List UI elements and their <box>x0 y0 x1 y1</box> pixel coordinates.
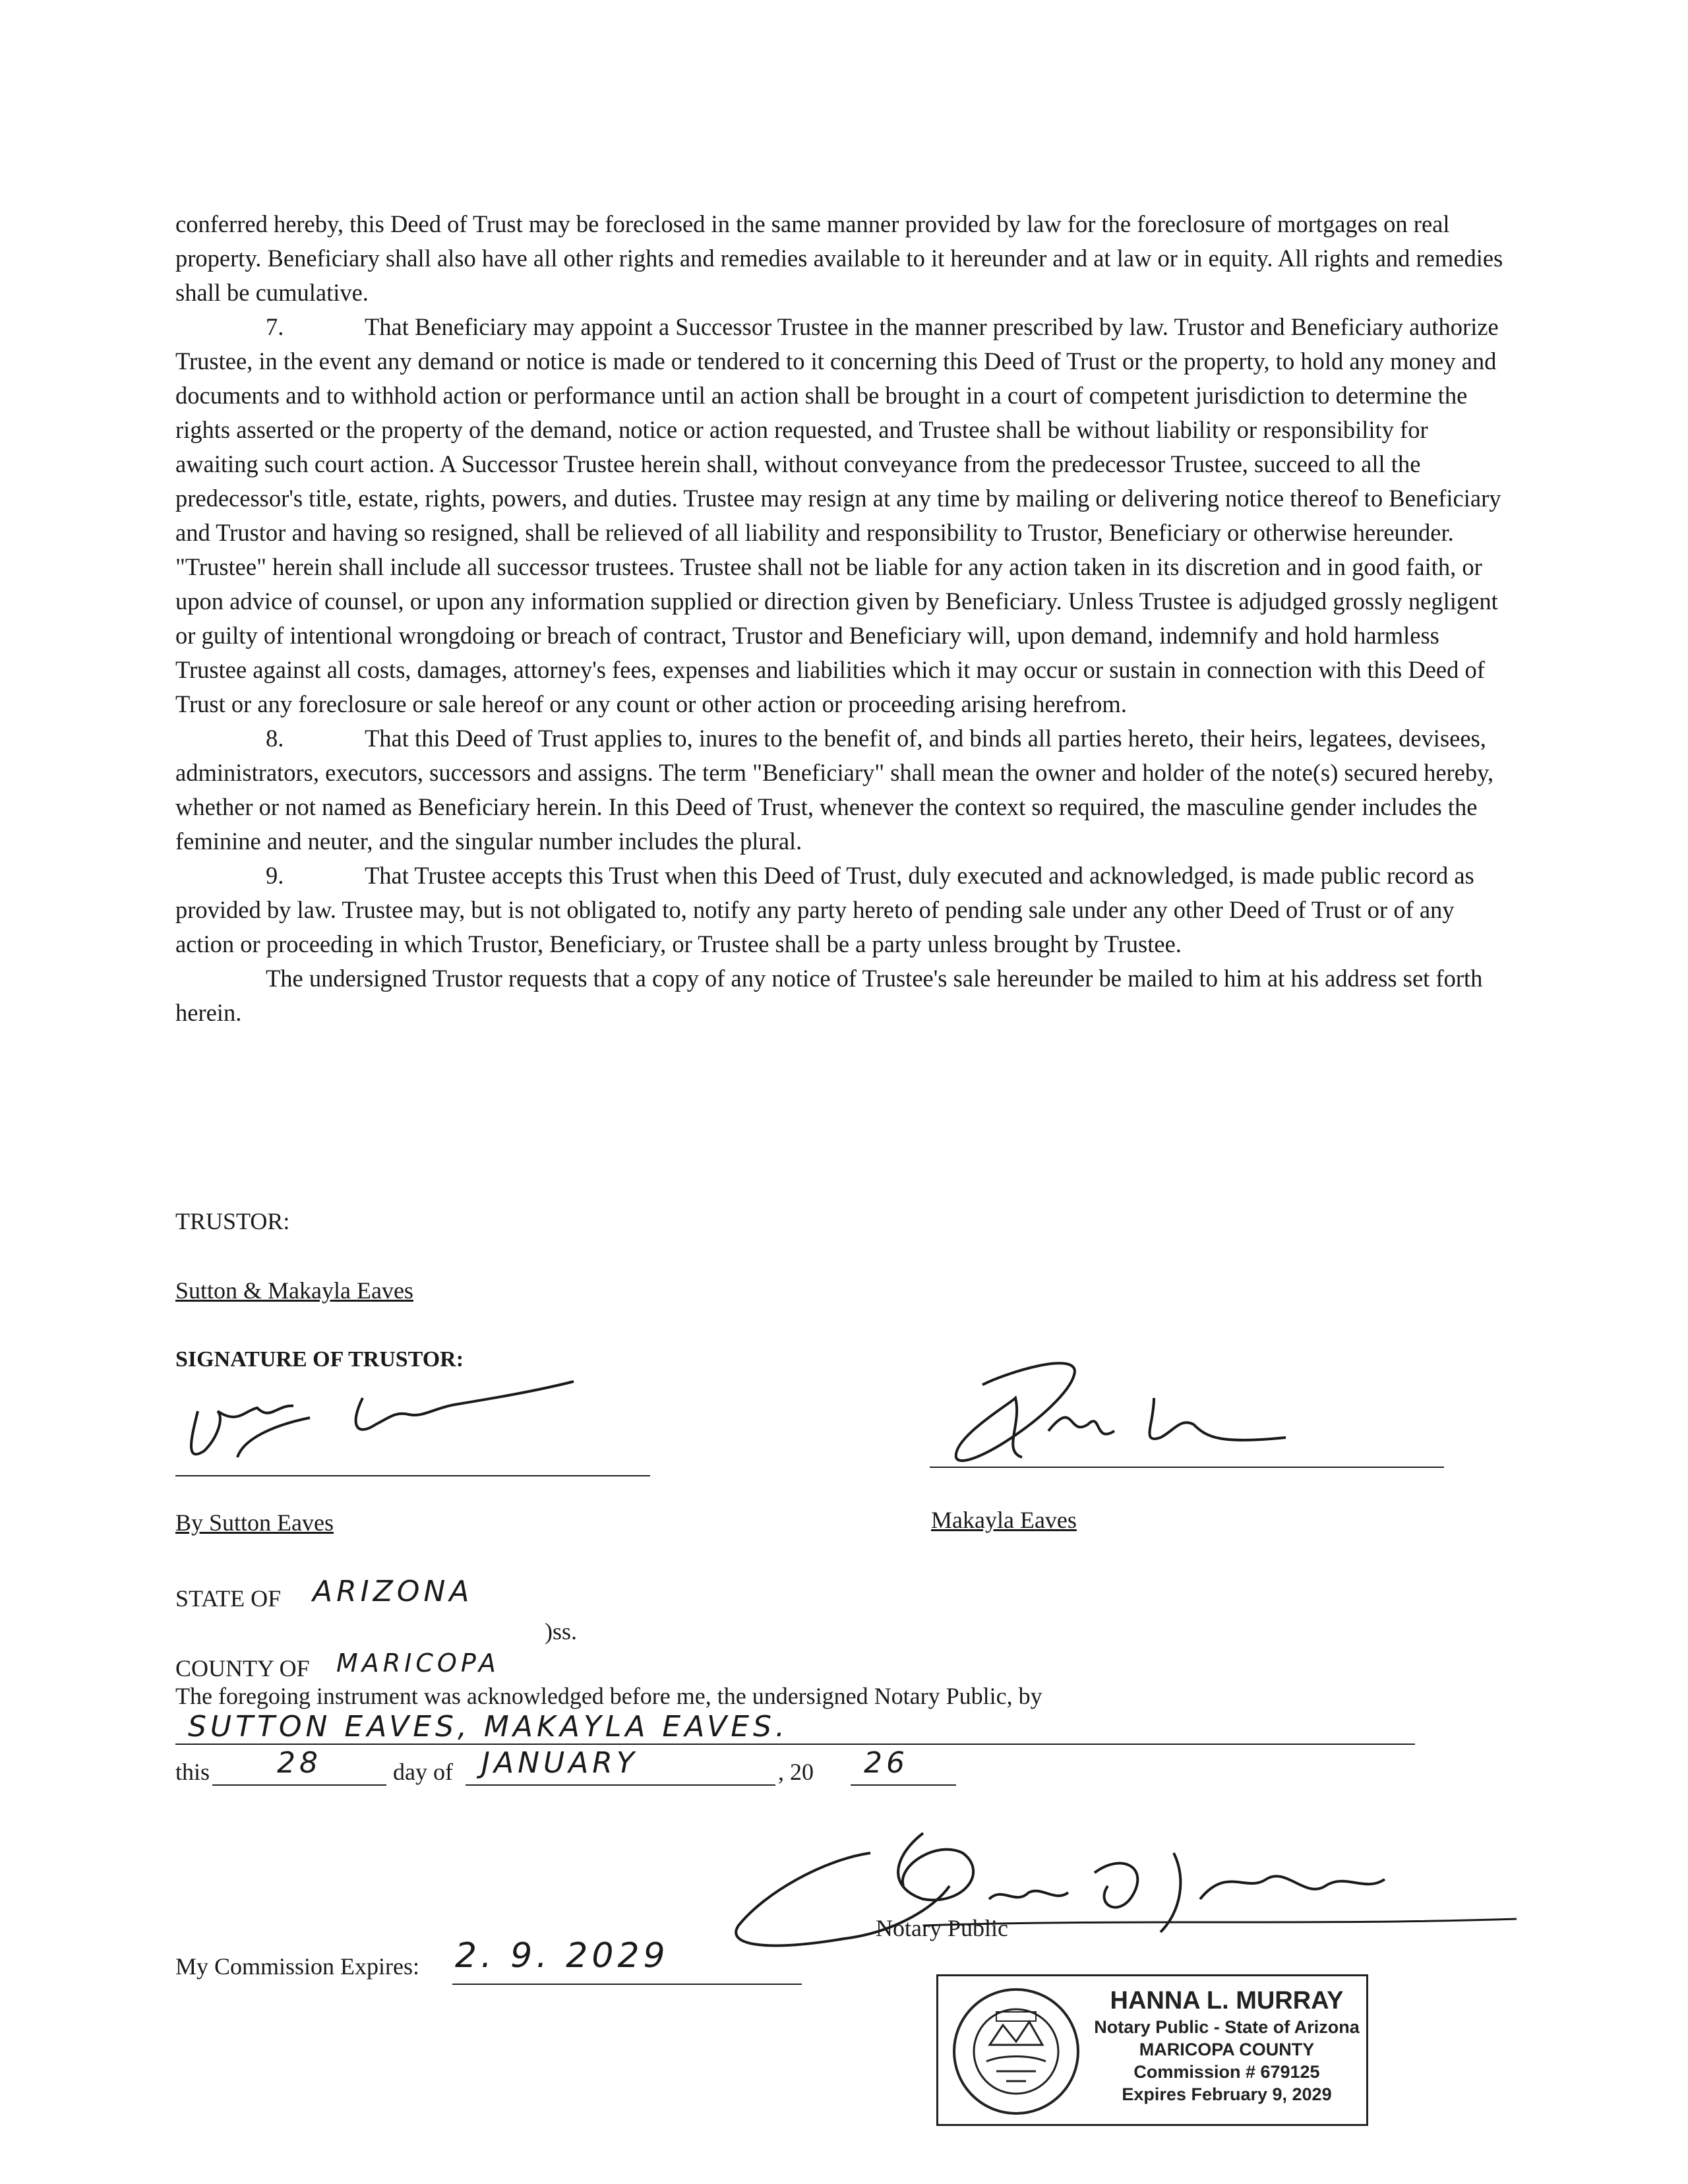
year-value: 26 <box>864 1746 909 1780</box>
signature-sutton <box>178 1372 587 1477</box>
notary-stamp <box>936 1974 1368 2126</box>
this-label: this <box>175 1759 210 1785</box>
trustor-label: TRUSTOR: <box>175 1208 290 1234</box>
ss-label: )ss. <box>545 1618 578 1645</box>
year-line <box>851 1784 956 1786</box>
deed-body <box>175 207 1514 1030</box>
signature-heading: SIGNATURE OF TRUSTOR: <box>175 1347 464 1372</box>
state-label: STATE OF <box>175 1585 282 1612</box>
stamp-expires: Expires February 9, 2029 <box>1122 2084 1332 2104</box>
paragraph-9: 9. That Trustee accepts this Trust when this Deed of Trust, duly executed and acknowledged, is made public record as provided by law. Trustee may, but is not obligated to, notify any party hereto of pending sale under any other Deed of Trust or of any action or proceeding in which Trustor, Beneficiary, or Trustee shall be a party unless brought by Trustee. <box>175 862 1474 957</box>
signature-line-sutton <box>175 1475 650 1476</box>
signature-line-makayla <box>930 1467 1444 1468</box>
commission-label: My Commission Expires: <box>175 1953 420 1980</box>
state-seal-icon <box>950 1986 1082 2117</box>
paragraph-continuation: conferred hereby, this Deed of Trust may be foreclosed in the same manner provided by law for the foreclosure of mortgages on real property. Beneficiary shall also have all other rights and remedies available to it hereunder and at law or in equity. All rights and remedies shall be cumulative. <box>175 210 1503 306</box>
paragraph-8: 8. That this Deed of Trust applies to, inures to the benefit of, and binds all parties hereto, their heirs, legatees, devisees, administrators, executors, successors and assigns. The term "Beneficiary" shall mean the owner and holder of the note(s) secured hereby, whether or not named as Beneficiary herein. In this Deed of Trust, whenever the context so required, the masculine gender includes the feminine and neuter, and the singular number includes the plural. <box>175 725 1494 855</box>
notary-signature <box>725 1827 1530 1958</box>
state-value: ARIZONA <box>313 1575 473 1608</box>
day-of-label: day of <box>393 1759 453 1785</box>
signer-sutton: By Sutton Eaves <box>175 1509 334 1536</box>
month-line <box>466 1784 775 1786</box>
county-value: MARICOPA <box>336 1649 500 1678</box>
signature-makayla <box>943 1345 1312 1484</box>
trustor-names: Sutton & Makayla Eaves <box>175 1277 413 1304</box>
commission-value: 2. 9. 2029 <box>455 1936 669 1976</box>
stamp-name: HANNA L. MURRAY <box>1110 1987 1344 2015</box>
stamp-commission: Commission # 679125 <box>1133 2062 1320 2082</box>
signer-makayla: Makayla Eaves <box>931 1507 1077 1533</box>
names-line <box>175 1744 1415 1745</box>
paragraph-7: 7. That Beneficiary may appoint a Successor Trustee in the manner prescribed by law. Trustor and Beneficiary authorize Trustee, in the event any demand or notice is made or tendered to it concerning this Deed of Trust or the property, to hold any money and documents and to withhold action or performance until an action shall be brought in a court of competent jurisdiction to determine the rights asserted or the property of the demand, notice or action requested, and Trustee shall be without liability or responsibility for awaiting such court action. A Successor Trustee herein shall, without conveyance from the predecessor Trustee, succeed to all the predecessor's title, estate, rights, powers, and duties. Trustee may resign at any time by mailing or delivering notice thereof to Beneficiary and Trustor and having so resigned, shall be relieved of all liability and responsibility to Trustor, Beneficiary or otherwise hereunder. "Trustee" herein shall include all successor trustees. Trustee shall not be liable for any action taken in its discretion and in good faith, or upon advice of counsel, or upon any information supplied or direction given by Beneficiary. Unless Trustee is adjudged grossly negligent or guilty of intentional wrongdoing or breach of contract, Trustor and Beneficiary will, upon demand, indemnify and hold harmless Trustee against all costs, damages, attorney's fees, expenses and liabilities which it may occur or sustain in connection with this Deed of Trust or any foreclosure or sale hereof or any count or other action or proceeding arising herefrom. <box>175 313 1501 717</box>
acknowledged-names: SUTTON EAVES, MAKAYLA EAVES. <box>188 1710 789 1744</box>
county-label: COUNTY OF <box>175 1655 310 1682</box>
day-value: 28 <box>277 1746 322 1780</box>
year-prefix: , 20 <box>778 1759 814 1785</box>
notary-public-label: Notary Public <box>876 1915 1008 1941</box>
month-value: JANUARY <box>481 1746 638 1780</box>
acknowledgment-text: The foregoing instrument was acknowledged before me, the undersigned Notary Public, by <box>175 1683 1042 1709</box>
day-line <box>212 1784 386 1786</box>
stamp-county: MARICOPA COUNTY <box>1139 2040 1315 2059</box>
paragraph-mailing-request: The undersigned Trustor requests that a copy of any notice of Trustee's sale hereunder be mailed to him at his address set forth herein. <box>175 965 1483 1026</box>
stamp-title: Notary Public - State of Arizona <box>1094 2017 1360 2037</box>
commission-line <box>452 1984 802 1985</box>
